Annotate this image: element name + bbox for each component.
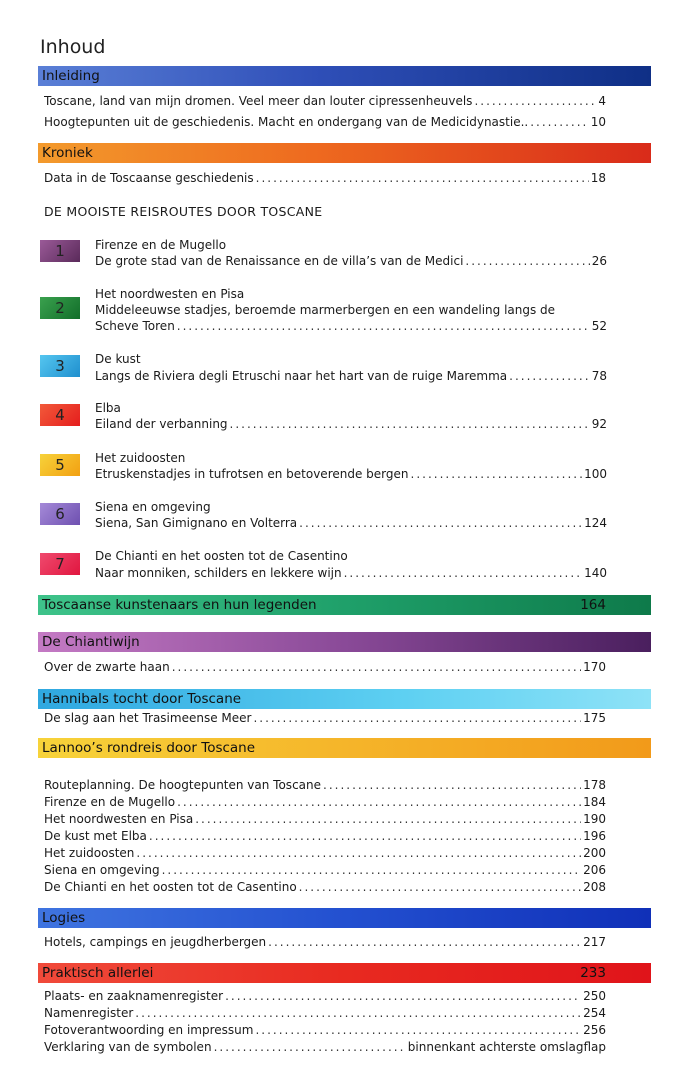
entry-text: Firenze en de Mugello — [44, 795, 176, 809]
entry-text: Het zuidoosten — [44, 846, 135, 860]
entry-page: 52 — [591, 319, 607, 333]
route-number-badge: 1 — [40, 240, 80, 262]
toc-entry[interactable] — [44, 1039, 606, 1055]
route-number-badge: 6 — [40, 503, 80, 525]
dot-leader — [149, 828, 581, 844]
route-number-badge: 7 — [40, 553, 80, 575]
entry-text: Plaats- en zaaknamenregister — [44, 989, 224, 1003]
route-title: Het noordwesten en Pisa — [95, 287, 245, 301]
toc-entry[interactable] — [95, 466, 607, 482]
dot-leader — [509, 368, 590, 384]
dot-leader — [255, 1022, 581, 1038]
entry-page: 26 — [591, 254, 607, 268]
dot-leader — [530, 114, 589, 130]
section-label: De Chiantiwijn — [42, 634, 140, 650]
entry-page: 206 — [583, 863, 606, 877]
entry-page: 175 — [583, 711, 606, 725]
entry-page: 254 — [583, 1006, 606, 1020]
dot-leader — [299, 515, 582, 531]
dot-leader — [344, 565, 582, 581]
section-bar-inleiding — [38, 66, 651, 86]
section-label: Hannibals tocht door Toscane — [42, 691, 242, 707]
section-label: Inleiding — [42, 68, 100, 84]
entry-page: 250 — [583, 989, 606, 1003]
entry-page: 190 — [583, 812, 606, 826]
section-label: Kroniek — [42, 145, 93, 161]
entry-text: Hoogtepunten uit de geschiedenis. Macht en ondergang van de Medicidynastie.. — [44, 115, 529, 129]
dot-leader — [195, 811, 581, 827]
toc-entry[interactable] — [44, 862, 606, 878]
route-title: Siena en omgeving — [95, 500, 211, 514]
dot-leader — [411, 466, 583, 482]
entry-page: binnenkant achterste omslagflap — [407, 1040, 606, 1054]
entry-page: 4 — [598, 94, 606, 108]
routes-heading: DE MOOISTE REISROUTES DOOR TOSCANE — [44, 204, 323, 219]
toc-entry[interactable] — [44, 1005, 606, 1021]
section-bar-logies — [38, 908, 651, 928]
entry-page: 92 — [591, 417, 607, 431]
dot-leader — [230, 416, 590, 432]
route-number-badge: 2 — [40, 297, 80, 319]
entry-page: 184 — [583, 795, 606, 809]
entry-text: Over de zwarte haan — [44, 660, 170, 674]
entry-page: 200 — [583, 846, 606, 860]
route-number-badge: 5 — [40, 454, 80, 476]
section-label: Praktisch allerlei — [42, 965, 154, 981]
section-label: Logies — [42, 910, 86, 926]
page-title: Inhoud — [40, 36, 106, 58]
entry-page: 100 — [584, 467, 607, 481]
entry-text: Routeplanning. De hoogtepunten van Toscane — [44, 778, 322, 792]
toc-entry[interactable] — [44, 845, 606, 861]
toc-entry[interactable] — [44, 114, 606, 130]
entry-page: 124 — [584, 516, 607, 530]
entry-text: Toscane, land van mijn dromen. Veel meer dan louter cipressenheuvels — [44, 94, 473, 108]
toc-entry[interactable] — [44, 794, 606, 810]
section-bar-kroniek — [38, 143, 651, 163]
entry-text: Verklaring van de symbolen — [44, 1040, 212, 1054]
entry-page: 170 — [583, 660, 606, 674]
entry-text: Het noordwesten en Pisa — [44, 812, 194, 826]
entry-page: 164 — [580, 597, 606, 613]
section-label: Lannoo’s rondreis door Toscane — [42, 740, 256, 756]
entry-text: De Chianti en het oosten tot de Casentino — [44, 880, 297, 894]
toc-entry[interactable] — [44, 710, 606, 726]
toc-entry[interactable] — [44, 659, 606, 675]
route-number-badge: 4 — [40, 404, 80, 426]
dot-leader — [172, 659, 581, 675]
dot-leader — [253, 710, 581, 726]
toc-entry[interactable] — [44, 934, 606, 950]
dot-leader — [135, 1005, 581, 1021]
entry-text: Langs de Riviera degli Etruschi naar het hart van de ruige Maremma — [95, 369, 508, 383]
dot-leader — [214, 1039, 406, 1055]
entry-page: 233 — [580, 965, 606, 981]
entry-page: 18 — [590, 171, 606, 185]
dot-leader — [162, 862, 581, 878]
entry-page: 196 — [583, 829, 606, 843]
dot-leader — [299, 879, 581, 895]
section-bar-kunstenaars[interactable] — [38, 595, 651, 615]
entry-text: Siena en omgeving — [44, 863, 160, 877]
entry-text: Siena, San Gimignano en Volterra — [95, 516, 298, 530]
entry-page: 256 — [583, 1023, 606, 1037]
entry-text: Fotoverantwoording en impressum — [44, 1023, 254, 1037]
dot-leader — [474, 93, 596, 109]
entry-page: 178 — [583, 778, 606, 792]
dot-leader — [323, 777, 581, 793]
section-bar-lannoo — [38, 738, 651, 758]
entry-text: De grote stad van de Renaissance en de villa’s van de Medici — [95, 254, 464, 268]
toc-entry[interactable] — [95, 368, 607, 384]
toc-entry[interactable] — [44, 988, 606, 1004]
entry-text: De slag aan het Trasimeense Meer — [44, 711, 252, 725]
toc-entry[interactable] — [95, 565, 607, 581]
entry-page: 208 — [583, 880, 606, 894]
dot-leader — [136, 845, 581, 861]
route-title: De Chianti en het oosten tot de Casentino — [95, 549, 348, 563]
dot-leader — [256, 170, 589, 186]
entry-page: 10 — [590, 115, 606, 129]
toc-entry[interactable] — [44, 879, 606, 895]
toc-entry[interactable] — [95, 515, 607, 531]
dot-leader — [177, 794, 581, 810]
entry-page: 78 — [591, 369, 607, 383]
toc-entry[interactable] — [95, 253, 607, 269]
route-title: De kust — [95, 352, 141, 366]
dot-leader — [177, 318, 590, 334]
entry-text: Namenregister — [44, 1006, 134, 1020]
entry-text: Etruskenstadjes in tufrotsen en betoverende bergen — [95, 467, 409, 481]
route-title: Elba — [95, 401, 121, 415]
section-label: Toscaanse kunstenaars en hun legenden — [42, 597, 317, 613]
toc-entry[interactable] — [44, 1022, 606, 1038]
dot-leader — [225, 988, 581, 1004]
entry-text: De kust met Elba — [44, 829, 147, 843]
entry-text: Eiland der verbanning — [95, 417, 228, 431]
entry-text: Naar monniken, schilders en lekkere wijn — [95, 566, 342, 580]
entry-text: Scheve Toren — [95, 319, 175, 333]
route-title: Het zuidoosten — [95, 451, 186, 465]
section-bar-hannibal — [38, 689, 651, 709]
toc-entry[interactable] — [95, 416, 607, 432]
route-title: Firenze en de Mugello — [95, 238, 227, 252]
section-bar-praktisch[interactable] — [38, 963, 651, 983]
section-bar-chiantiwijn — [38, 632, 651, 652]
toc-entry[interactable] — [44, 170, 606, 186]
toc-entry[interactable] — [44, 811, 606, 827]
route-description: Middeleeuwse stadjes, beroemde marmerbergen en een wandeling langs de — [95, 303, 556, 317]
toc-entry[interactable] — [44, 828, 606, 844]
dot-leader — [465, 253, 589, 269]
entry-page: 217 — [583, 935, 606, 949]
entry-text: Data in de Toscaanse geschiedenis — [44, 171, 254, 185]
toc-entry[interactable] — [44, 93, 606, 109]
toc-entry[interactable] — [95, 318, 607, 334]
entry-page: 140 — [584, 566, 607, 580]
dot-leader — [268, 934, 581, 950]
toc-entry[interactable] — [44, 777, 606, 793]
route-number-badge: 3 — [40, 355, 80, 377]
entry-text: Hotels, campings en jeugdherbergen — [44, 935, 267, 949]
